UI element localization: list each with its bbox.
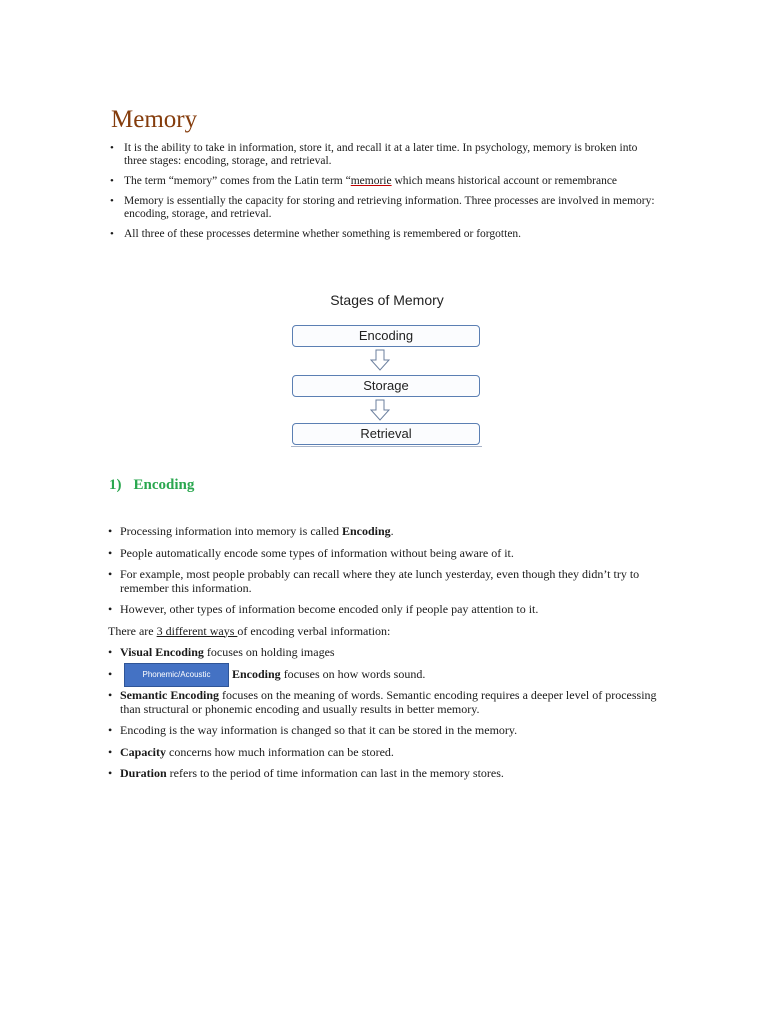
bullet-text: focuses on how words sound. [280, 666, 426, 681]
underlined-text: 3 different ways [156, 623, 238, 638]
stage-retrieval-box: Retrieval [292, 423, 480, 445]
encoding-bullet-definition [108, 525, 668, 539]
latin-term: memorie [350, 175, 392, 187]
etymology-text-end: which means historical account or remembrance [391, 175, 618, 187]
type-visual-encoding [108, 646, 668, 660]
stage-storage-box: Storage [292, 375, 480, 397]
diagram-title: Stages of Memory [330, 292, 444, 308]
section-number: 1) [109, 477, 122, 493]
type-semantic-encoding [108, 689, 668, 716]
etymology-text-start: The term “memory” comes from the Latin term “ [124, 175, 351, 187]
para-text: of encoding verbal information: [237, 623, 391, 638]
intro-bullet-etymology [110, 175, 655, 188]
bold-term: Encoding [232, 666, 281, 681]
intro-bullet-definition: • It is the ability to take in information, store it, and recall it at a later time. In psychology, memory is broken into three stages: encoding, storage, and retrieval. [110, 142, 655, 168]
bullet-text: . [390, 524, 394, 538]
down-arrow-icon [370, 399, 390, 421]
bullet-text: refers to the period of time information can last in the memory stores. [166, 766, 504, 780]
bullet-capacity [108, 746, 668, 760]
intro-bullet-processes: • All three of these processes determine whether something is remembered or forgotten. [110, 228, 655, 241]
encoding-bullet-example: • For example, most people probably can recall where they ate lunch yesterday, even though they didn’t try to remember this information. [108, 568, 668, 595]
stage-encoding-box: Encoding [292, 325, 480, 347]
bullet-text: Processing information into memory is called [120, 524, 342, 538]
page-title: Memory [111, 106, 198, 133]
bold-term: Semantic Encoding [120, 688, 220, 702]
intro-bullet-list [110, 142, 655, 248]
down-arrow-icon [370, 349, 390, 371]
diagram-divider [291, 446, 482, 447]
bold-term: Duration [120, 766, 167, 780]
bullet-duration [108, 767, 668, 781]
bold-term: Encoding [341, 524, 391, 538]
bullet-encoding-change: • Encoding is the way information is changed so that it can be stored in the memory. [108, 724, 668, 738]
para-text: There are [108, 623, 157, 638]
intro-bullet-capacity: • Memory is essentially the capacity for storing and retrieving information. Three processes are involved in memory: encoding, storage, and retrieval. [110, 195, 655, 221]
section-heading [109, 477, 194, 494]
bold-term: Visual Encoding [120, 645, 204, 659]
type-phonemic-encoding [108, 668, 668, 682]
bullet-text: concerns how much information can be stored. [166, 744, 394, 759]
bullet-text: focuses on holding images [203, 645, 335, 659]
section-heading-text: Encoding [133, 477, 195, 493]
bold-term: Capacity [120, 744, 166, 759]
encoding-bullet-automatic: • People automatically encode some types of information without being aware of it. [108, 547, 668, 561]
bullet-text: focuses on the meaning of words. Semantic encoding requires a deeper level of processing than structural or phonemic encoding and usually results in better memory. [120, 688, 657, 716]
phonemic-acoustic-label-box: Phonemic/Acoustic [124, 663, 229, 687]
encoding-bullet-attention: • However, other types of information become encoded only if people pay attention to it. [108, 603, 668, 617]
ways-paragraph [108, 625, 668, 639]
encoding-bullet-list [108, 525, 668, 789]
